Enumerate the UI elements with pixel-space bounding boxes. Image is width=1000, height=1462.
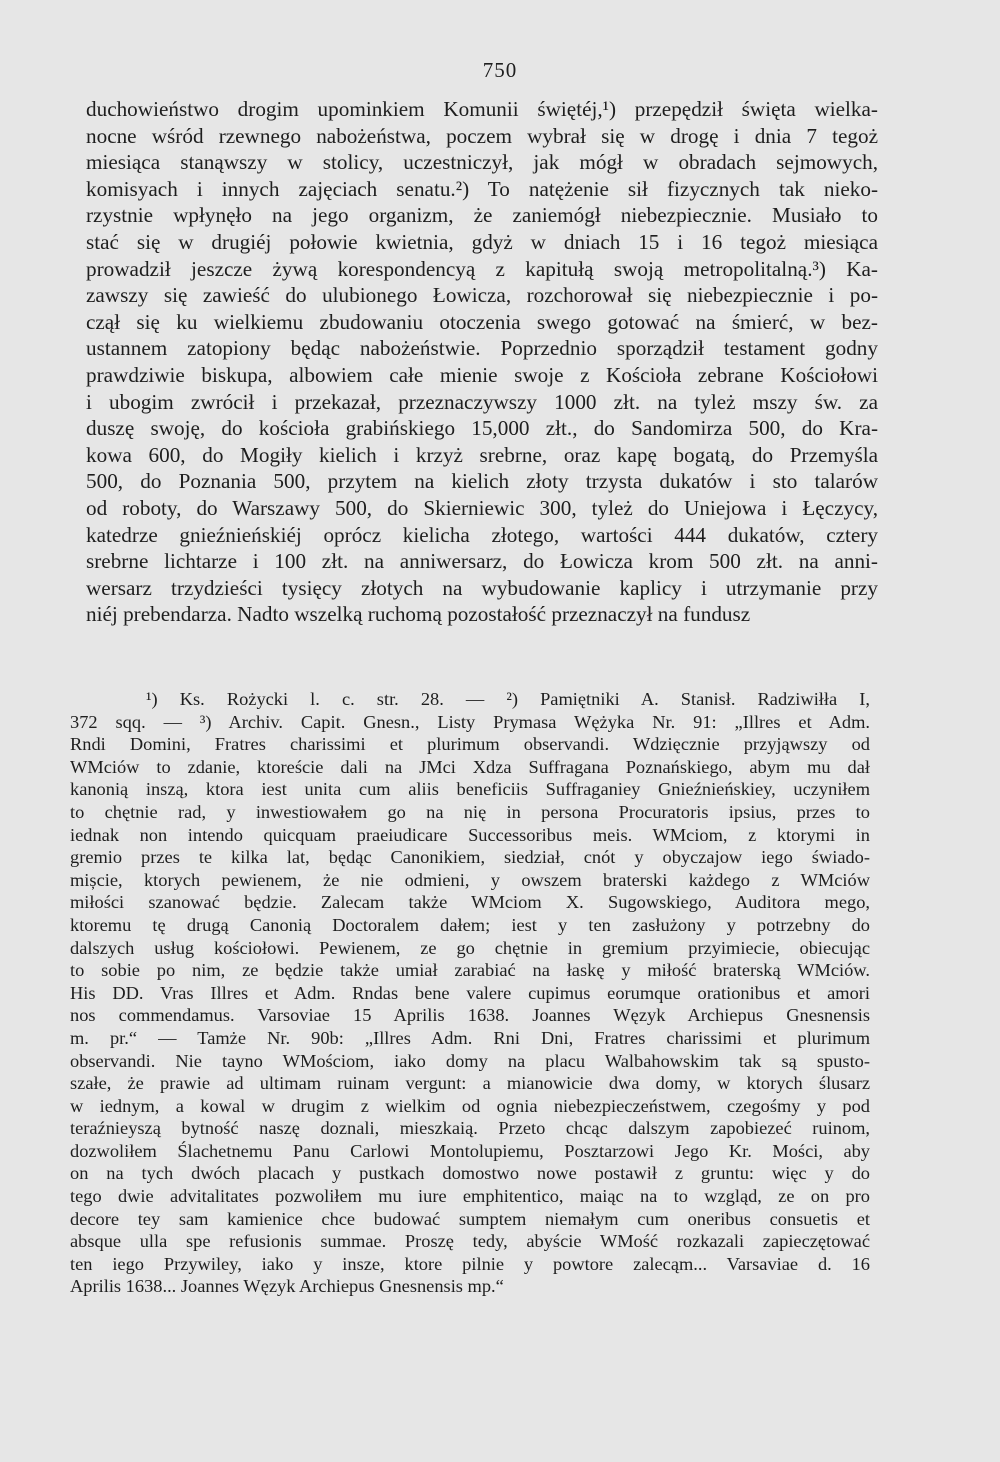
body-text-line: kowa 600, do Mogiły kielich i krzyż srebrne, oraz kapę bogatą, do Przemyśla <box>86 442 878 467</box>
footnote-line: gremio przes te kilka lat, będąc Canonikiem, siedział, cnót y obyczajow iego świado- <box>70 847 870 868</box>
footnote-line: Rndi Domini, Fratres charissimi et plurimum observandi. Wdzięcznie przyjąwszy od <box>70 734 870 755</box>
footnote-line: Aprilis 1638... Joannes Węzyk Archiepus Gnesnensis mp.“ <box>70 1276 504 1297</box>
footnote-line: iednak non intendo quicquam praeiudicare Successoribus meis. WMciom, z ktorymi in <box>70 824 870 845</box>
body-text-line: prawdziwie biskupa, albowiem całe mienie swoje z Kościoła zebrane Kościołowi <box>86 362 878 387</box>
body-text-line: srebrne lichtarze i 100 złt. na anniwersarz, do Łowicza krom 500 złt. na anni- <box>86 549 878 574</box>
body-text-line: zawszy się zawieść do ulubionego Łowicza, rozchorował się niebezpiecznie i po- <box>86 283 878 308</box>
body-text-line: duchowieństwo drogim upominkiem Komunii świętéj,¹) przepędził święta wielka- <box>86 97 878 121</box>
footnote-line: w iednym, a kowal w drugim z wielkim od ognia niebezpieczeństwem, czegośmy y pod <box>70 1095 870 1116</box>
footnote-line: to sobie po nim, ze będzie także umiał zarabiać na łaskę y miłość braterską WMciów. <box>70 960 870 981</box>
footnote-line: on na tych dwóch placach y pustkach domostwo nowe postawił z gruntu: więc y do <box>70 1163 870 1184</box>
body-text-line: od roboty, do Warszawy 500, do Skierniewic 300, tyleż do Uniejowa i Łęczycy, <box>86 495 878 520</box>
footnote-line: m. pr.“ — Tamże Nr. 90b: „Illres Adm. Rni Dni, Fratres charissimi et plurimum <box>70 1027 870 1048</box>
body-text-line: rzystnie wpłynęło na jego organizm, że zaniemógł niebezpiecznie. Musiało to <box>86 203 878 228</box>
page-number: 750 <box>482 58 518 82</box>
footnote-line: 372 sqq. — ³) Archiv. Capit. Gnesn., Listy Prymasa Wężyka Nr. 91: „Illres et Adm. <box>70 711 870 732</box>
body-text-line: i ubogim zwrócił i przekazał, przeznaczywszy 1000 złt. na tyleż mszy św. za <box>86 389 878 414</box>
footnotes <box>70 688 870 1298</box>
footnote-line: mișcie, ktorych pewienem, że nie odmieni, y owszem braterski każdego z WMciów <box>70 869 870 890</box>
footnote-line: ktoremu tę drugą Canonią Doctoralem dałem; iest y ten zasłużony y potrzebny do <box>70 914 870 935</box>
body-text-line: czął się ku wielkiemu zbudowaniu otoczenia swego gotować na śmierć, w bez- <box>86 309 878 334</box>
footnote-line: szałe, że prawie ad ultimam ruinam vergunt: a mianowicie dwa domy, w ktorych ślusarz <box>70 1073 870 1094</box>
footnote-line: teraźnieyszą bytność naszę doznali, mieszkaią. Przeto chcąc dalszym zapobiezeć ruinom, <box>70 1118 870 1139</box>
body-text-line: ustannem zatopiony będąc nabożeństwie. Poprzednio sporządził testament godny <box>86 336 878 361</box>
footnote-line: ten iego Przywiley, iako y insze, ktore pilnie y powtore zalecąm... Varsaviae d. 16 <box>70 1253 870 1274</box>
body-text-line: wersarz trzydzieści tysięcy złotych na wybudowanie kaplicy i utrzymanie przy <box>86 575 878 600</box>
body-text-line: miesiąca stanąwszy w stolicy, uczestniczył, jak mógł w obradach sejmowych, <box>86 150 878 175</box>
footnote-line: miłości szanować będzie. Zalecam także WMciom X. Sugowskiego, Auditora mego, <box>70 892 870 913</box>
body-text-line: nocne wśród rzewnego nabożeństwa, poczem wybrał się w drogę i dnia 7 tegoż <box>86 123 878 148</box>
body-text-line: duszę swoję, do kościoła grabińskiego 15,000 złt., do Sandomirza 500, do Kra- <box>86 416 878 441</box>
body-text-line: stać się w drugiéj połowie kwietnia, gdyż w dniach 15 i 16 tegoż miesiąca <box>86 229 878 254</box>
footnote-line: dalszych usług kościołowi. Pewienem, ze go chętnie in gremium przyimiecie, obiecując <box>70 937 870 958</box>
footnote-line: dozwoliłem Ślachetnemu Panu Carlowi Montolupiemu, Posztarzowi Jego Kr. Mości, aby <box>70 1140 870 1161</box>
footnote-line: WMciów to zdanie, ktoreście dali na JMci Xdza Suffragana Poznańskiego, abym mu dał <box>70 756 870 777</box>
body-text-line: niéj prebendarza. Nadto wszelką ruchomą pozostałość przeznaczył na fundusz <box>86 602 751 627</box>
footnote-line: to chętnie rad, y inwestiowałem go na nię in persona Procuratoris ipsius, przes to <box>70 801 870 822</box>
body-text-line: komisyach i innych zajęciach senatu.²) To natężenie sił fizycznych tak nieko- <box>86 176 878 201</box>
body-text-line: katedrze gnieźnieńskiéj oprócz kielicha złotego, wartości 444 dukatów, cztery <box>86 522 878 547</box>
footnote-line: tego dwie advitalitates pozwoliłem mu iure emphitentico, maiąc na to wzgląd, ze on pro <box>70 1186 870 1207</box>
footnote-line: His DD. Vras Illres et Adm. Rndas bene valere cupimus eorumque orationibus et amori <box>70 982 870 1003</box>
footnote-line: kanonią inszą, ktora iest unita cum aliis beneficiis Suffraganiey Gnieźnieńskiey, uczyniłem <box>70 779 870 800</box>
footnote-line: observandi. Nie tayno WMościom, iako domy na placu Walbahowskim tak są spusto- <box>70 1050 870 1071</box>
footnote-line: absque ulla spe refusionis summae. Proszę tedy, abyście WMość rozkazali zapieczętować <box>70 1231 870 1252</box>
footnote-line: decore tey sam kamienice chce budować sumptem niemałym cum oneribus consuetis et <box>70 1208 870 1229</box>
body-text-line: prowadził jeszcze żywą korespondencyą z kapitułą swoją metropolitalną.³) Ka- <box>86 256 878 281</box>
footnote-line: ¹) Ks. Rożycki l. c. str. 28. — ²) Pamiętniki A. Stanisł. Radziwiłła I, <box>146 689 870 709</box>
main-body-text <box>86 96 878 628</box>
footnote-line: nos commendamus. Varsoviae 15 Aprilis 1638. Joannes Węzyk Archiepus Gnesnensis <box>70 1005 870 1026</box>
body-text-line: 500, do Poznania 500, przytem na kielich złoty trzysta dukatów i sto talarów <box>86 469 878 494</box>
